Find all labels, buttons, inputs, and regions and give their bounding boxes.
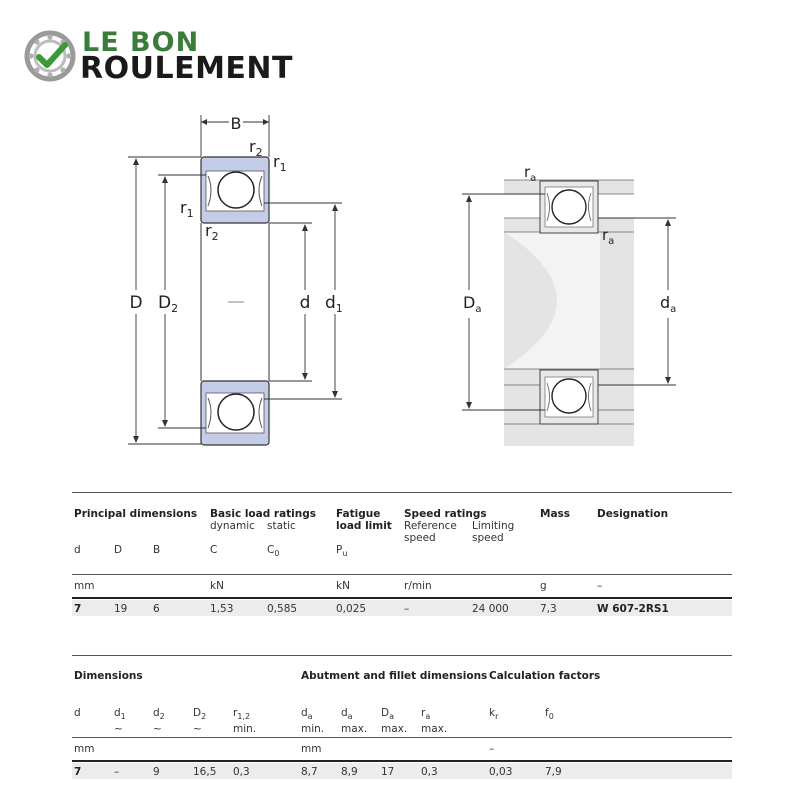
- unit2-mm-dims: mm: [74, 743, 95, 755]
- sym2-Da-max: $D_a$ max.: [381, 707, 408, 736]
- cell-mass: 7,3: [540, 603, 557, 615]
- cell-Pu: 0,025: [336, 603, 367, 615]
- hdr-calc: Calculation factors: [489, 670, 601, 682]
- cell-d: 7: [74, 603, 82, 615]
- brand-line1: LE BON: [82, 27, 200, 58]
- label-ra-top: $r_a$: [524, 163, 537, 184]
- unit-kN-fatigue: kN: [336, 580, 350, 592]
- hdr-designation: Designation: [597, 508, 669, 520]
- cell2-d2: 9: [153, 766, 160, 778]
- cell2-Da-max: 17: [381, 766, 395, 778]
- label-da: $d_a$: [660, 293, 677, 315]
- sym2-da-min: $d_a$ min.: [301, 707, 325, 736]
- label-B: B: [230, 114, 242, 133]
- hdr-fatigue: Fatigue: [336, 508, 381, 520]
- sym-D: D: [114, 544, 123, 556]
- label-Da: $D_a$: [463, 293, 482, 315]
- sym2-d2: $d_2$ ~: [153, 707, 165, 736]
- hdr-principal: Principal dimensions: [74, 508, 198, 520]
- cell-lim-speed: 24 000: [472, 603, 509, 615]
- brand-line2: ROULEMENT: [80, 51, 293, 86]
- sym-d: d: [74, 544, 81, 556]
- hdr-dynamic: dynamic: [210, 520, 255, 532]
- cell2-d: 7: [74, 766, 82, 778]
- hdr-abutment: Abutment and fillet dimensions: [301, 670, 488, 682]
- label-d1: $d_1$: [325, 293, 343, 315]
- unit2-mm-abut: mm: [301, 743, 322, 755]
- hdr-speed: Speed ratings: [404, 508, 487, 520]
- sym-Pu: $P_u$: [336, 544, 348, 559]
- label-D2: $D_2$: [158, 293, 179, 315]
- hdr-limiting: Limiting: [472, 520, 515, 532]
- cell2-da-min: 8,7: [301, 766, 318, 778]
- sym2-d1: $d_1$ ~: [114, 707, 126, 736]
- label-r1-top: $r_1$: [273, 152, 287, 174]
- sym2-kr: $k_r$: [489, 707, 499, 722]
- sym-C: C: [210, 544, 218, 556]
- cell2-r12: 0,3: [233, 766, 250, 778]
- unit-g: g: [540, 580, 547, 592]
- cell2-f0: 7,9: [545, 766, 562, 778]
- cell-C0: 0,585: [267, 603, 298, 615]
- label-d: d: [299, 293, 311, 313]
- sym2-r12: $r_{1,2}$ min.: [233, 707, 257, 736]
- label-r1-side: $r_1$: [180, 198, 194, 220]
- cell2-ra-max: 0,3: [421, 766, 438, 778]
- unit-rmin: r/min: [404, 580, 432, 592]
- sym2-D2: $D_2$ ~: [193, 707, 207, 736]
- label-D: D: [129, 293, 143, 313]
- cell-B: 6: [153, 603, 160, 615]
- cell-designation: W 607-2RS1: [597, 603, 669, 615]
- cell2-kr: 0,03: [489, 766, 513, 778]
- hdr-basic-load: Basic load ratings: [210, 508, 317, 520]
- sym2-f0: $f_0$: [545, 707, 554, 722]
- cell2-d1: –: [114, 766, 120, 778]
- cell2-da-max: 8,9: [341, 766, 358, 778]
- sym2-d: d: [74, 707, 81, 719]
- sym-C0: $C_0$: [267, 544, 280, 559]
- sym-B: B: [153, 544, 161, 556]
- label-ra-side: $r_a$: [602, 226, 615, 247]
- hdr-mass: Mass: [540, 508, 571, 520]
- unit-mm: mm: [74, 580, 95, 592]
- hdr-reference-speed: speed: [404, 532, 436, 544]
- unit2-dash: –: [489, 743, 495, 755]
- hdr-load-limit: load limit: [336, 520, 392, 532]
- cell2-D2: 16,5: [193, 766, 217, 778]
- sym2-ra-max: $r_a$ max.: [421, 707, 448, 736]
- sym2-da-max: $d_a$ max.: [341, 707, 368, 736]
- unit-kN-load: kN: [210, 580, 224, 592]
- label-r2-top: $r_2$: [249, 137, 263, 159]
- unit-designation: –: [597, 580, 603, 592]
- hdr-static: static: [267, 520, 296, 532]
- hdr-limiting-speed: speed: [472, 532, 504, 544]
- cell-ref-speed: –: [404, 603, 410, 615]
- cell-D: 19: [114, 603, 128, 615]
- hdr-reference: Reference: [404, 520, 457, 532]
- hdr-dimensions: Dimensions: [74, 670, 143, 682]
- cell-C: 1,53: [210, 603, 234, 615]
- label-r2-side: $r_2$: [205, 221, 219, 243]
